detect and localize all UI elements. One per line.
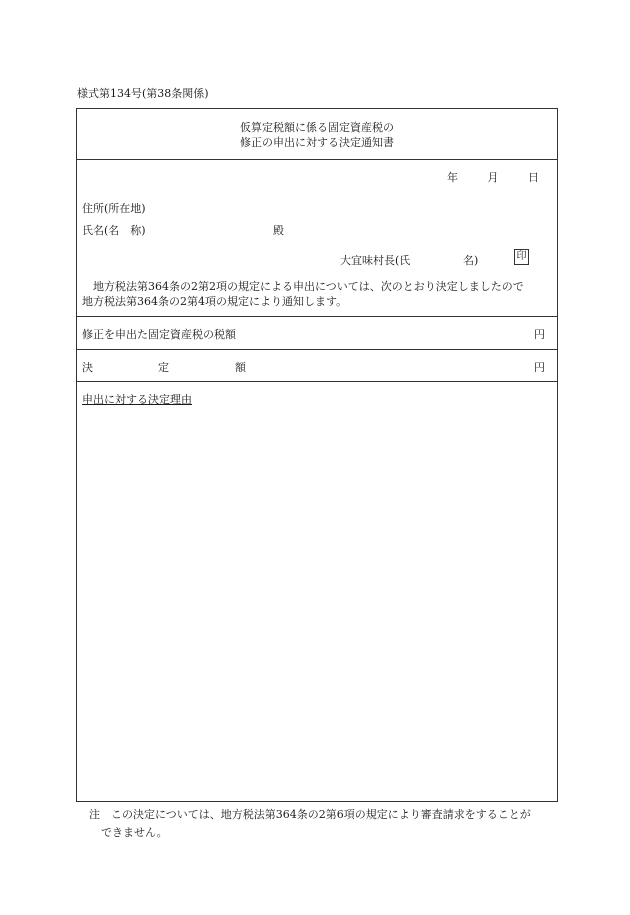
title-line-1: 仮算定税額に係る固定資産税の [240,121,394,134]
note-line-1: 注 この決定については、地方税法第364条の2第6項の規定により審査請求をすることが [89,808,531,821]
note-line-2: できません。 [101,826,168,839]
notice-body [82,279,552,309]
form-number: 様式第134号(第38条関係) [77,87,209,100]
amount-label: 修正を申出た固定資産税の税額 [82,328,236,341]
honorific: 殿 [273,224,284,237]
amount-unit: 円 [534,328,545,341]
issuer-name-suffix: 名) [463,254,479,267]
decision-unit: 円 [534,361,545,374]
notice-body-line-1: 地方税法第364条の2第2項の規定による申出については、次のとおり決定しましたので [93,280,524,293]
title-line-2: 修正の申出に対する決定通知書 [240,136,394,149]
name-label: 氏名(名 称) [82,224,146,237]
divider [77,316,557,317]
seal-mark: 印 [514,249,529,265]
decision-char-3: 額 [235,361,246,374]
title-box [77,109,557,160]
divider [77,381,557,382]
date-day-label: 日 [528,171,539,184]
date-month-label: 月 [487,171,499,184]
reason-label: 申出に対する決定理由 [82,393,192,406]
address-label: 住所(所在地) [82,202,146,215]
notice-body-line-2: 地方税法第364条の2第4項の規定により通知します。 [82,295,348,308]
notice-form-frame [76,108,558,802]
decision-char-2: 定 [158,361,169,374]
issuer-label: 大宜味村長(氏 [340,254,411,267]
decision-char-1: 決 [82,361,93,374]
divider [77,349,557,350]
date-row [447,169,539,185]
date-year-label: 年 [447,171,458,184]
